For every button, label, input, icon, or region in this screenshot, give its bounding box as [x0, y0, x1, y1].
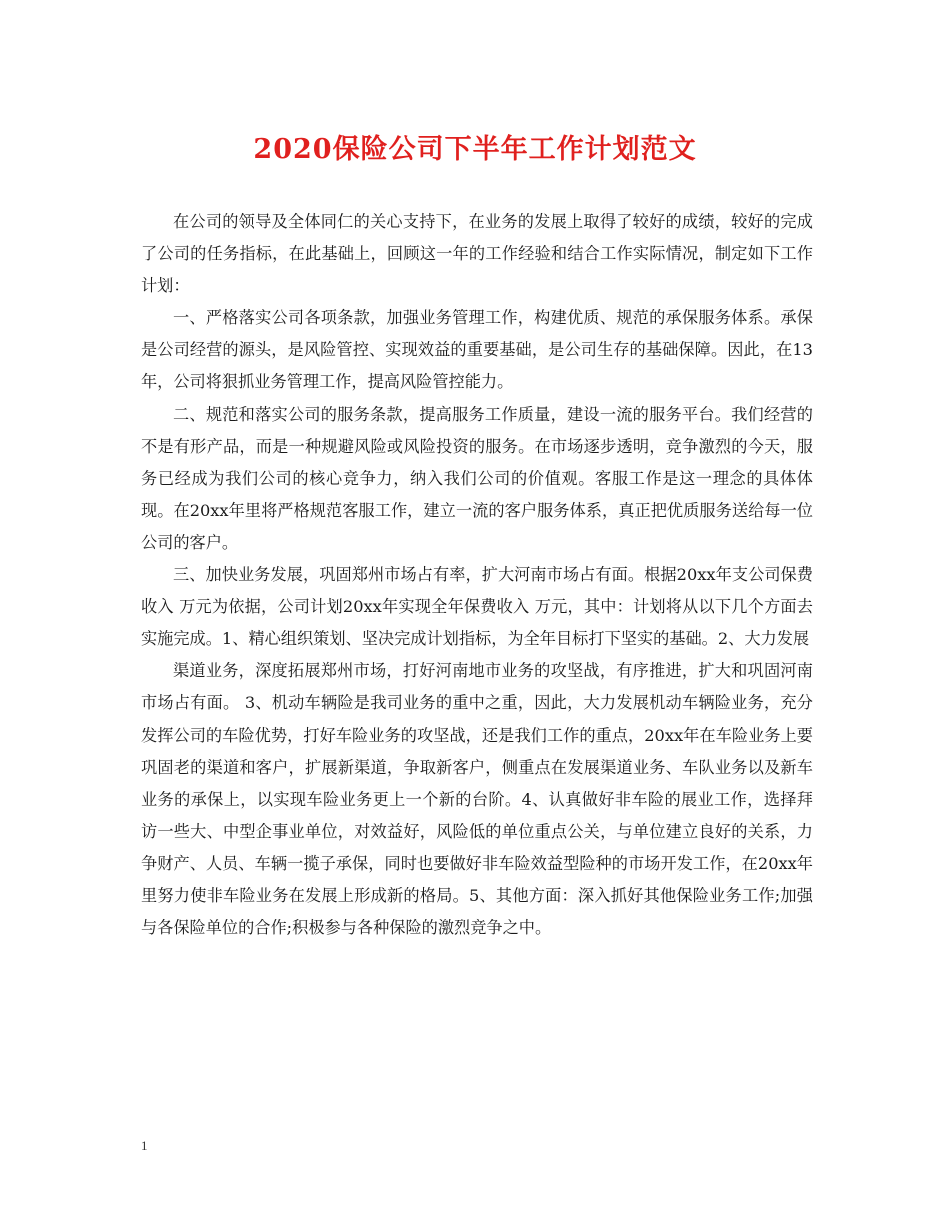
paragraph-section-3: 三、加快业务发展，巩固郑州市场占有率，扩大河南市场占有面。根据20xx年支公司保费收入 万元为依据，公司计划20xx年实现全年保费收入 万元，其中：计划将从以下几个方面去实施完成。1、精心组织策划、坚决完成计划指标，为全年目标打下坚实的基础。2、大力发展: [141, 565, 813, 649]
document-title: 2020保险公司下半年工作计划范文: [253, 134, 697, 165]
paragraph-intro: 在公司的领导及全体同仁的关心支持下，在业务的发展上取得了较好的成绩，较好的完成了公司的任务指标，在此基础上，回顾这一年的工作经验和结合工作实际情况，制定如下工作计划：: [141, 212, 813, 296]
document-body: [141, 206, 813, 944]
paragraph-section-1: 一、严格落实公司各项条款，加强业务管理工作，构建优质、规范的承保服务体系。承保是公司经营的源头，是风险管控、实现效益的重要基础，是公司生存的基础保障。因此，在13年，公司将狠抓业务管理工作，提高风险管控能力。: [141, 308, 813, 392]
page-number: 1: [141, 1138, 148, 1153]
paragraph-section-3-continued: 渠道业务，深度拓展郑州市场，打好河南地市业务的攻坚战，有序推进，扩大和巩固河南市场占有面。 3、机动车辆险是我司业务的重中之重，因此，大力发展机动车辆险业务，充分发挥公司的车险优势，打好车险业务的攻坚战，还是我们工作的重点，20xx年在车险业务上要巩固老的渠道和客户，扩展新渠道，争取新客户，侧重点在发展渠道业务、车队业务以及新车业务的承保上，以实现车险业务更上一个新的台阶。4、认真做好非车险的展业工作，选择拜访一些大、中型企事业单位，对效益好，风险低的单位重点公关，与单位建立良好的关系，力争财产、人员、车辆一揽子承保，同时也要做好非车险效益型险种的市场开发工作，在20xx年里努力使非车险业务在发展上形成新的格局。5、其他方面：深入抓好其他保险业务工作;加强与各保险单位的合作;积极参与各种保险的激烈竞争之中。: [141, 661, 813, 938]
paragraph-section-2: 二、规范和落实公司的服务条款，提高服务工作质量，建设一流的服务平台。我们经营的不是有形产品，而是一种规避风险或风险投资的服务。在市场逐步透明，竞争激烈的今天，服务已经成为我们公司的核心竞争力，纳入我们公司的价值观。客服工作是这一理念的具体体现。在20xx年里将严格规范客服工作，建立一流的客户服务体系，真正把优质服务送给每一位公司的客户。: [141, 404, 813, 552]
